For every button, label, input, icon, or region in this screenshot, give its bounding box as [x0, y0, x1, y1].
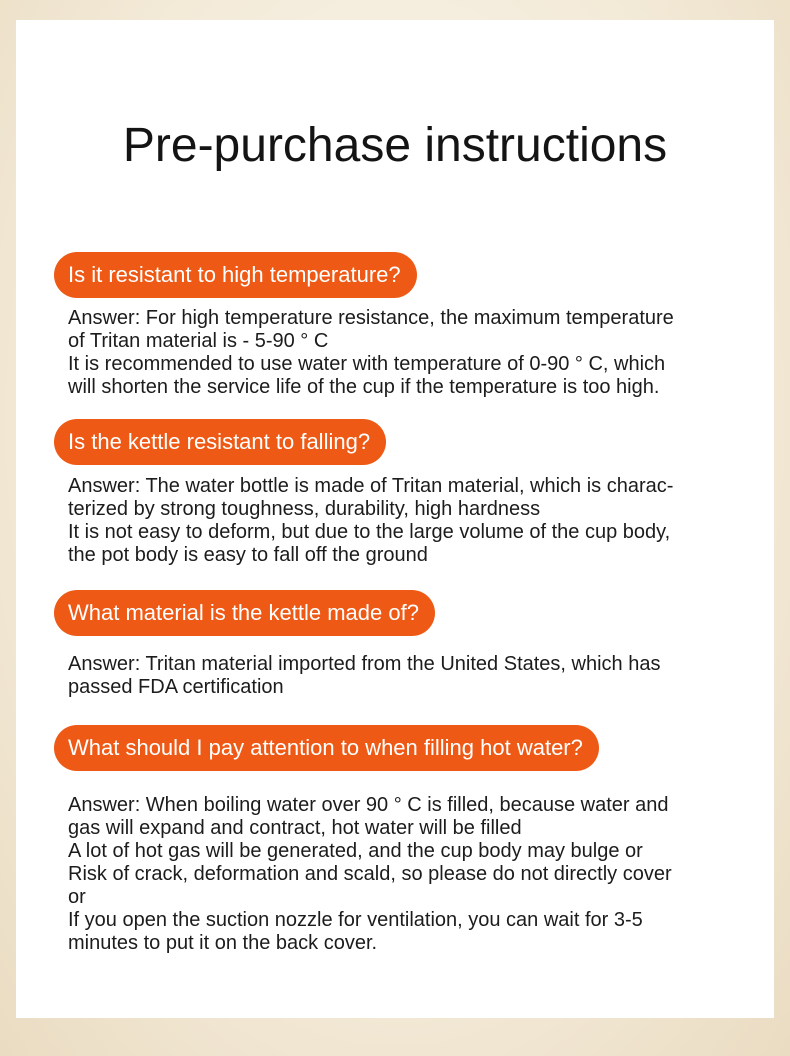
page-title: Pre-purchase instructions	[122, 119, 668, 172]
question-pill-temperature: Is it resistant to high temperature?	[54, 252, 417, 298]
question-pill-hot-water: What should I pay attention to when filling hot water?	[54, 725, 599, 771]
answer-material: Answer: Tritan material imported from the United States, which has passed FDA certification	[68, 653, 661, 698]
question-pill-material: What material is the kettle made of?	[54, 590, 435, 636]
answer-falling: Answer: The water bottle is made of Tritan material, which is charac- terized by strong toughness, durability, high hardness It is not easy to deform, but due to the large volume of the cup body, the pot body is easy to fall off the ground	[68, 475, 674, 566]
answer-temperature: Answer: For high temperature resistance, the maximum temperature of Tritan material is - 5-90 ° C It is recommended to use water with temperature of 0-90 ° C, which will shorten the service life of the cup if the temperature is too high.	[68, 307, 674, 398]
question-pill-falling: Is the kettle resistant to falling?	[54, 419, 386, 465]
answer-hot-water: Answer: When boiling water over 90 ° C is filled, because water and gas will expand and contract, hot water will be filled A lot of hot gas will be generated, and the cup body may bulge or Risk of crack, deformation and scald, so please do not directly cover or If you open the suction nozzle for ventilation, you can wait for 3-5 minutes to put it on the back cover.	[68, 794, 672, 954]
